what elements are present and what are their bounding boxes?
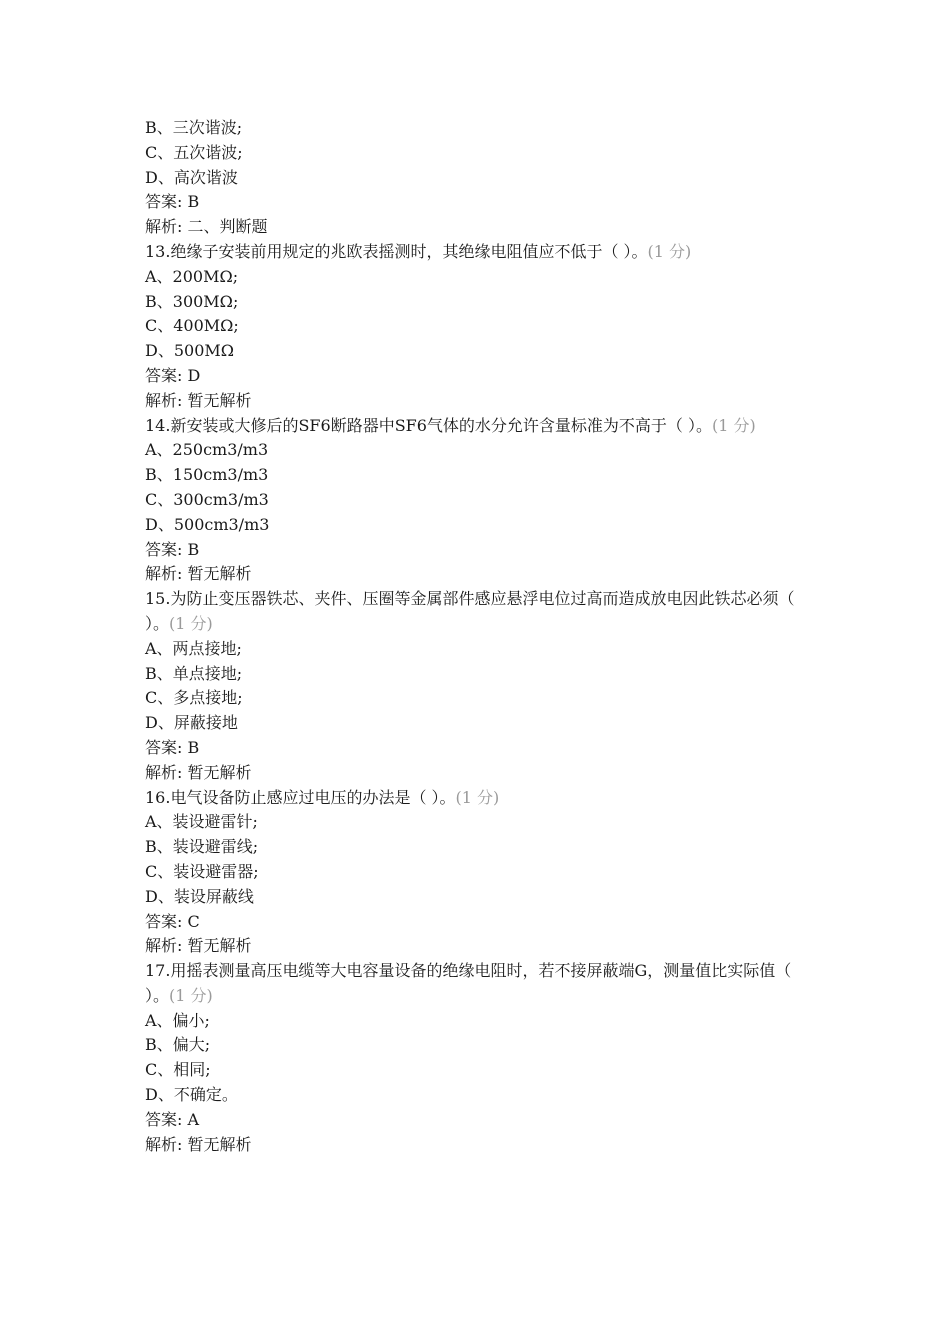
analysis-line: 解析: 暂无解析 [145,1134,252,1154]
analysis-line: 解析: 暂无解析 [145,390,252,410]
answer-line: 答案: B [145,737,200,757]
option-d: D、500cm3/m3 [145,514,270,534]
option-a: A、两点接地; [145,638,242,658]
option-c: C、装设避雷器; [145,861,259,881]
answer-line: 答案: D [145,365,201,385]
answer-line: 答案: C [145,911,200,931]
question-stem [145,587,815,637]
option-d: D、500MΩ [145,341,235,361]
analysis-line: 解析: 暂无解析 [145,936,252,956]
analysis-line: 解析: 暂无解析 [145,762,252,782]
option-a: A、250cm3/m3 [145,440,269,460]
question-stem-text: 13.绝缘子安装前用规定的兆欧表摇测时，其绝缘电阻值应不低于（ ）。 [145,241,648,261]
option-a: A、200MΩ; [145,266,239,286]
option-b: B、偏大; [145,1035,211,1055]
section-heading: 解析: 二、判断题 [145,217,268,237]
question-stem-text: 16.电气设备防止感应过电压的办法是（ ）。 [145,787,456,807]
question-stem-text: 17.用摇表测量高压电缆等大电容量设备的绝缘电阻时，若不接屏蔽端G，测量值比实际值（ ）。 [145,961,792,1005]
answer-line: 答案: B [145,539,200,559]
answer-line: 答案: B [145,192,200,212]
option-c: C、300cm3/m3 [145,489,269,509]
analysis-line: 解析: 暂无解析 [145,564,252,584]
option-c: C、相同; [145,1060,211,1080]
question-stem [145,240,815,265]
option-c: C、400MΩ; [145,316,239,336]
option-b: B、150cm3/m3 [145,465,269,485]
question-points: (1 分) [712,415,756,435]
question-points: (1 分) [169,985,213,1005]
question-stem [145,786,815,811]
answer-line: 答案: A [145,1109,200,1129]
option-d: D、装设屏蔽线 [145,886,254,906]
question-stem [145,959,815,1009]
option-d: D、不确定。 [145,1085,238,1105]
option-line: B、三次谐波; [145,118,243,137]
option-a: A、偏小; [145,1010,210,1030]
option-b: B、单点接地; [145,663,243,683]
option-b: B、装设避雷线; [145,837,259,857]
option-c: C、多点接地; [145,688,243,708]
question-stem-text: 15.为防止变压器铁芯、夹件、压圈等金属部件感应悬浮电位过高而造成放电因此铁芯必须（ ）。 [145,589,795,633]
question-content [145,116,815,1157]
question-stem-text: 14.新安装或大修后的SF6断路器中SF6气体的水分允许含量标准为不高于（ ）。 [145,415,713,435]
question-points: (1 分) [169,613,213,633]
question-stem [145,414,815,439]
option-line: C、五次谐波; [145,142,243,162]
question-points: (1 分) [647,241,692,261]
option-b: B、300MΩ; [145,291,239,311]
option-d: D、屏蔽接地 [145,713,238,733]
question-points: (1 分) [455,787,500,807]
option-line: D、高次谐波 [145,167,238,187]
option-a: A、装设避雷针; [145,812,258,832]
